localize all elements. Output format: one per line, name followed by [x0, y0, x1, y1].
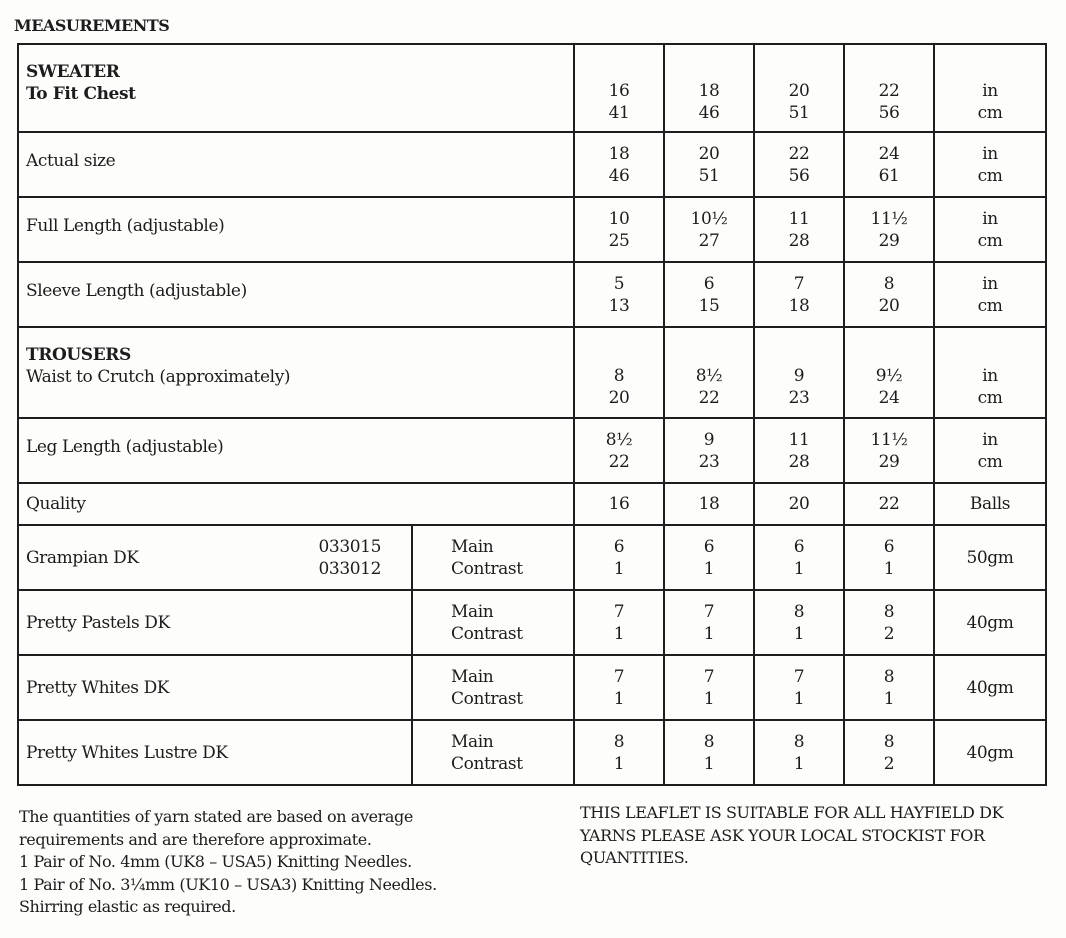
table-row — [18, 327, 1046, 418]
table-row — [18, 590, 1046, 655]
notice-line: QUANTITIES. — [580, 848, 689, 867]
yarn-name: Pretty Whites DK — [18, 655, 412, 720]
size-cell: 6 15 — [664, 262, 754, 327]
row-label — [18, 327, 574, 418]
unit-cell: in cm — [934, 262, 1046, 327]
row-label-text: Waist to Crutch (approximately) — [26, 367, 291, 387]
size-cell: 8½ 22 — [574, 418, 664, 483]
table-row — [18, 720, 1046, 785]
size-cell: 5 13 — [574, 262, 664, 327]
table-row — [18, 262, 1046, 327]
note-line: The quantities of yarn stated are based on average — [19, 807, 413, 826]
qty-cell: 8 2 — [844, 590, 934, 655]
size-cell: 18 46 — [664, 44, 754, 132]
note-line: 1 Pair of No. 4mm (UK8 – USA5) Knitting Needles. — [19, 852, 412, 871]
table-row — [18, 525, 1046, 590]
note-line: requirements and are therefore approximate. — [19, 829, 372, 849]
yarn-cell — [18, 525, 412, 590]
section-title: SWEATER — [26, 62, 120, 82]
size-cell: 9½ 24 — [844, 327, 934, 418]
table-row — [18, 483, 1046, 525]
yarn-name: Pretty Pastels DK — [18, 590, 412, 655]
row-label: Full Length (adjustable) — [18, 197, 574, 262]
weight-cell: 40gm — [934, 720, 1046, 785]
main-contrast-label: Main Contrast — [412, 720, 574, 785]
qty-cell: 8 2 — [844, 720, 934, 785]
note-line: Shirring elastic as required. — [19, 897, 236, 916]
section-title: TROUSERS — [26, 345, 131, 365]
main-contrast-label: Main Contrast — [412, 590, 574, 655]
weight-cell: 40gm — [934, 590, 1046, 655]
qty-cell: 7 1 — [574, 590, 664, 655]
row-label-text: To Fit Chest — [26, 84, 136, 104]
qty-cell: 7 1 — [664, 655, 754, 720]
unit-cell: in cm — [934, 418, 1046, 483]
size-cell: 9 23 — [754, 327, 844, 418]
weight-cell: 40gm — [934, 655, 1046, 720]
qty-cell: 8 1 — [574, 720, 664, 785]
yarn-codes: 033015 033012 — [318, 536, 381, 579]
size-cell: 18 — [664, 483, 754, 525]
size-cell: 10 25 — [574, 197, 664, 262]
size-cell: 7 18 — [754, 262, 844, 327]
page-title: MEASUREMENTS — [14, 16, 170, 35]
qty-cell: 6 1 — [664, 525, 754, 590]
size-cell: 8½ 22 — [664, 327, 754, 418]
table-row — [18, 44, 1046, 132]
weight-cell: 50gm — [934, 525, 1046, 590]
size-cell: 10½ 27 — [664, 197, 754, 262]
main-contrast-label: Main Contrast — [412, 655, 574, 720]
row-label: Sleeve Length (adjustable) — [18, 262, 574, 327]
size-cell: 22 — [844, 483, 934, 525]
yarn-name: Grampian DK — [26, 547, 139, 568]
qty-cell: 8 1 — [664, 720, 754, 785]
table-row — [18, 655, 1046, 720]
note-line: 1 Pair of No. 3¼mm (UK10 – USA3) Knitting Needles. — [19, 874, 437, 894]
qty-cell: 6 1 — [754, 525, 844, 590]
measurements-table — [17, 43, 1047, 786]
leaflet-notice — [580, 802, 1003, 870]
size-cell: 16 — [574, 483, 664, 525]
qty-cell: 8 1 — [844, 655, 934, 720]
notice-line: THIS LEAFLET IS SUITABLE FOR ALL HAYFIELD DK — [580, 803, 1004, 822]
qty-cell: 7 1 — [664, 590, 754, 655]
size-cell: 24 61 — [844, 132, 934, 197]
size-cell: 20 — [754, 483, 844, 525]
size-cell: 18 46 — [574, 132, 664, 197]
unit-cell: in cm — [934, 132, 1046, 197]
size-cell: 11 28 — [754, 418, 844, 483]
unit-cell: in cm — [934, 327, 1046, 418]
size-cell: 11½ 29 — [844, 197, 934, 262]
qty-cell: 8 1 — [754, 720, 844, 785]
unit-cell: in cm — [934, 197, 1046, 262]
yarn-name: Pretty Whites Lustre DK — [18, 720, 412, 785]
size-cell: 16 41 — [574, 44, 664, 132]
size-cell: 8 20 — [844, 262, 934, 327]
table-row — [18, 418, 1046, 483]
row-label: Quality — [18, 483, 574, 525]
yarn-notes — [19, 806, 437, 919]
size-cell: 9 23 — [664, 418, 754, 483]
unit-cell: in cm — [934, 44, 1046, 132]
size-cell: 20 51 — [664, 132, 754, 197]
size-cell: 22 56 — [844, 44, 934, 132]
notice-line: YARNS PLEASE ASK YOUR LOCAL STOCKIST FOR — [580, 825, 985, 845]
qty-cell: 8 1 — [754, 590, 844, 655]
row-label: Actual size — [18, 132, 574, 197]
main-contrast-label: Main Contrast — [412, 525, 574, 590]
qty-cell: 7 1 — [574, 655, 664, 720]
size-cell: 11½ 29 — [844, 418, 934, 483]
qty-cell: 6 1 — [844, 525, 934, 590]
size-cell: 8 20 — [574, 327, 664, 418]
unit-cell: Balls — [934, 483, 1046, 525]
qty-cell: 7 1 — [754, 655, 844, 720]
table-row — [18, 132, 1046, 197]
size-cell: 22 56 — [754, 132, 844, 197]
row-label — [18, 44, 574, 132]
size-cell: 20 51 — [754, 44, 844, 132]
qty-cell: 6 1 — [574, 525, 664, 590]
table-row — [18, 197, 1046, 262]
size-cell: 11 28 — [754, 197, 844, 262]
row-label: Leg Length (adjustable) — [18, 418, 574, 483]
